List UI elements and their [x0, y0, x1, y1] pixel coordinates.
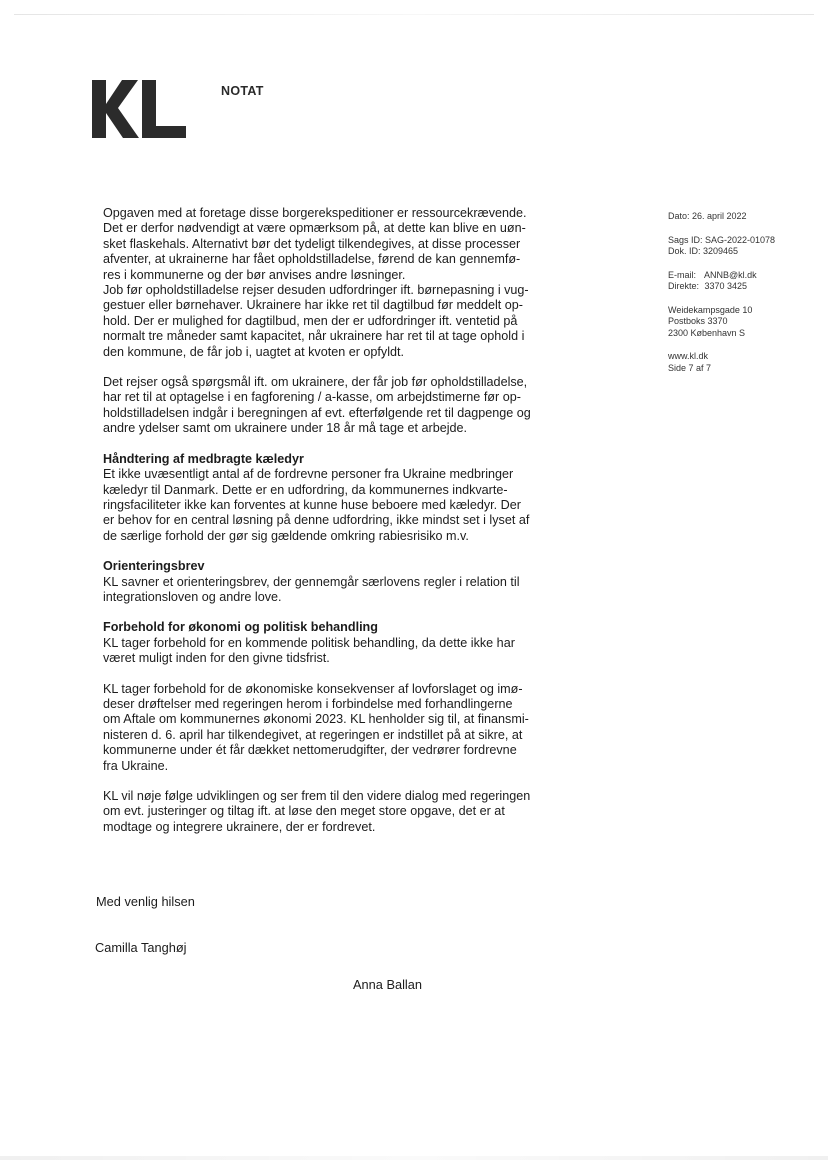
text-line: fra Ukraine. [103, 758, 169, 773]
email-value: ANNB@kl.dk [704, 269, 757, 280]
text-line: sket flaskehals. Alternativt bør det tydeligt tilkendegives, at disse processer [103, 236, 521, 251]
heading-reservation: Forbehold for økonomi og politisk behandling [103, 620, 378, 635]
text-line: KL tager forbehold for de økonomiske konsekvenser af lovforslaget og imø- [103, 681, 523, 696]
text-line: om evt. justeringer og tiltag ift. at løse den meget store opgave, det er at [103, 804, 505, 819]
paragraph-pets [103, 467, 558, 544]
direct-phone-label: Direkte: [668, 281, 700, 291]
text-line: hold. Der er mulighed for dagtilbud, men der er udfordringer ift. ventetid på [103, 313, 518, 328]
paragraph-orientation-letter [103, 575, 558, 606]
text-line: KL vil nøje følge udviklingen og ser frem til den videre dialog med regeringen [103, 789, 531, 803]
scan-edge-bottom [0, 1156, 828, 1160]
date-line: Dato: 26. april 2022 [668, 211, 747, 221]
paragraph-resource-demand [103, 206, 558, 283]
text-line: KL savner et orienteringsbrev, der gennemgår særlovens regler i relation til [103, 574, 520, 589]
address-street: Weidekampsgade 10 [668, 304, 753, 315]
address-box: Postboks 3370 [668, 316, 728, 326]
text-line: normalt tre måneder samt kapacitet, når ukrainere har ret til at tage ophold i [103, 329, 525, 344]
direct-phone-value: 3370 3425 [704, 281, 748, 291]
text-line: deser drøftelser med regeringen herom i forbindelse med forhandlingerne [103, 696, 513, 711]
text-line: om Aftale om kommunernes økonomi 2023. KL henholder sig til, at finansmi- [103, 712, 529, 727]
text-line: de særlige forhold der gør sig gældende omkring rabiesrisiko m.v. [103, 528, 469, 543]
text-line: KL tager forbehold for en kommende politisk behandling, da dette ikke har [103, 635, 515, 650]
text-line: Opgaven med at foretage disse borgerekspeditioner er ressourcekrævende. [103, 206, 527, 220]
text-line: kommunerne under ét får dækket nettomerudgifter, der vedrører fordrevne [103, 743, 517, 758]
heading-pets: Håndtering af medbragte kæledyr [103, 451, 304, 466]
text-line: integrationsloven og andre love. [103, 589, 282, 604]
text-line: afventer, at ukrainerne har fået opholdstilladelse, førend de kan gennemfø- [103, 252, 521, 267]
text-line: modtage og integrere ukrainere, der er fordrevet. [103, 819, 376, 834]
website: www.kl.dk [668, 351, 709, 361]
text-line: Et ikke uvæsentligt antal af de fordrevne personer fra Ukraine medbringer [103, 467, 514, 482]
text-line: nisteren d. 6. april har tilkendegivet, at regeringen er indstillet på at sikre, at [103, 727, 523, 742]
signer-name-1: Camilla Tanghøj [95, 940, 187, 955]
kl-logo [92, 80, 188, 140]
text-line: været muligt inden for den givne tidsfrist. [103, 651, 330, 666]
text-line: res i kommunerne og der bør anvises andre løsninger. [103, 267, 406, 282]
text-line: andre ydelser samt om ukrainere under 18 år må tage et arbejde. [103, 421, 468, 436]
paragraph-political-reservation [103, 636, 558, 667]
text-line: Det rejser også spørgsmål ift. om ukrainere, der får job før opholdstilladelse, [103, 375, 528, 390]
paragraph-childcare [103, 283, 558, 360]
text-line: kæledyr til Danmark. Dette er en udfordring, da kommunernes indkvarte- [103, 482, 508, 497]
paragraph-union-membership [103, 375, 558, 437]
page-number: Side 7 af 7 [668, 362, 712, 373]
metadata-sidebar [668, 211, 818, 386]
letter-body [103, 206, 558, 835]
document-type-label: NOTAT [221, 84, 264, 98]
text-line: Det er derfor nødvendigt at være opmærksom på, at dette kan blive en uøn- [103, 221, 526, 236]
greeting: Med venlig hilsen [96, 894, 195, 909]
email-label: E-mail: [668, 269, 697, 280]
scan-edge-top [14, 14, 814, 15]
text-line: har ret til at optagelse i en fagforening / a-kasse, om arbejdstimerne før op- [103, 390, 521, 405]
paragraph-economic-reservation [103, 682, 558, 774]
text-line: gestuer eller børnehaver. Ukrainere har ikke ret til dagtilbud før meddelt op- [103, 298, 523, 313]
address-city: 2300 København S [668, 327, 746, 338]
paragraph-closing [103, 789, 558, 835]
document-id: Dok. ID: 3209465 [668, 246, 739, 256]
text-line: er behov for en central løsning på denne udfordring, ikke mindst set i lyset af [103, 513, 530, 528]
heading-orientation-letter: Orienteringsbrev [103, 559, 205, 574]
text-line: holdstilladelsen indgår i beregningen af evt. efterfølgende ret til dagpenge og [103, 405, 531, 420]
signer-name-2: Anna Ballan [353, 977, 423, 992]
text-line: Job før opholdstilladelse rejser desuden udfordringer ift. børnepasning i vug- [103, 283, 529, 298]
text-line: den kommune, de får job i, uagtet at kvoten er opfyldt. [103, 344, 405, 359]
text-line: ringsfaciliteter ikke kan forventes at kunne huse beboere med kæledyr. Der [103, 497, 521, 512]
case-id: Sags ID: SAG-2022-01078 [668, 234, 776, 245]
